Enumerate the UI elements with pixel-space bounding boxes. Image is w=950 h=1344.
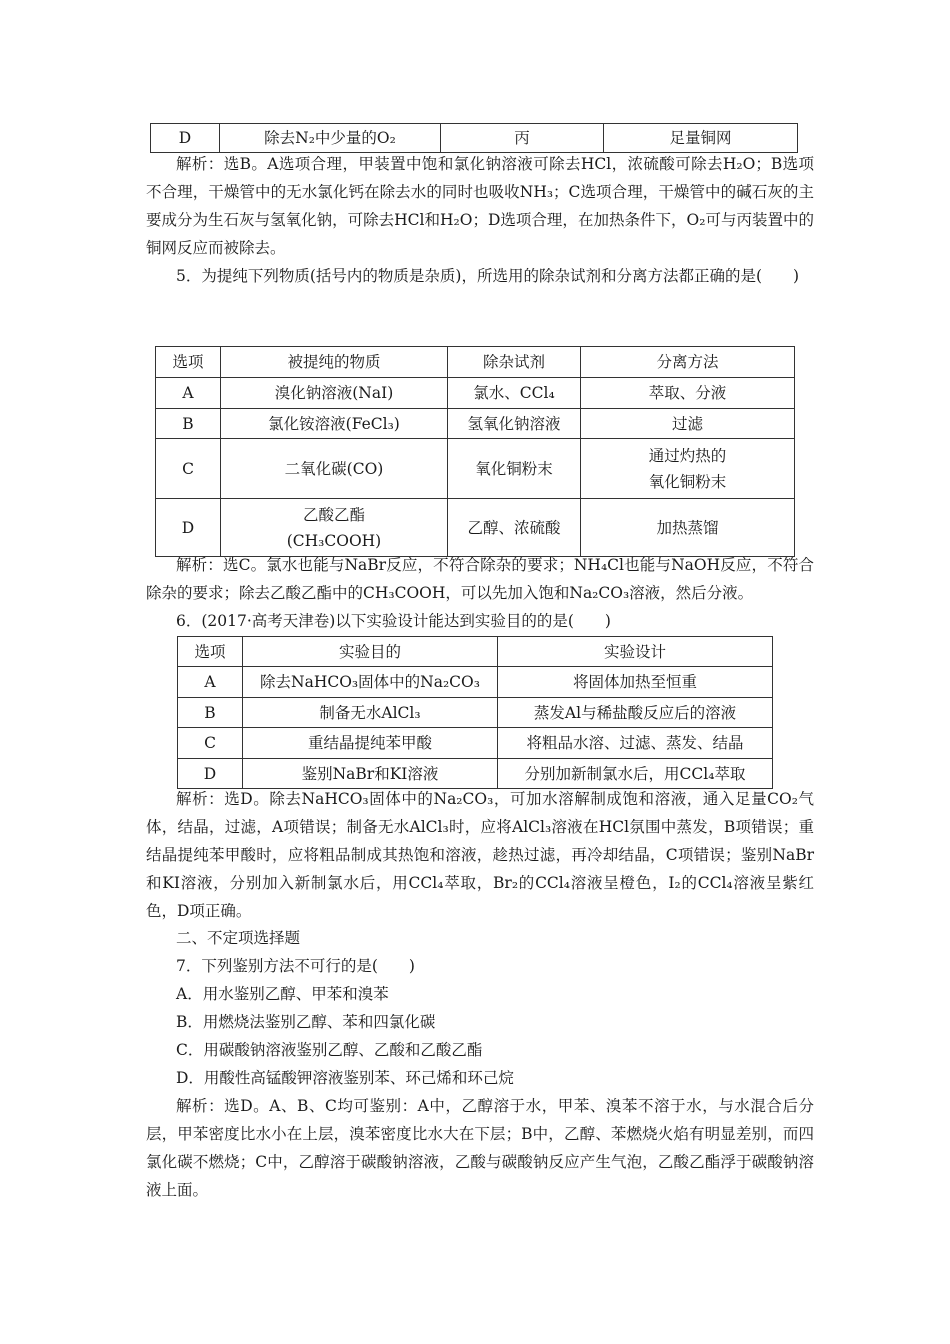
q4-table-row-d — [150, 123, 798, 153]
table-cell: 将固体加热至恒重 — [498, 667, 773, 698]
table-row — [156, 499, 795, 557]
table-cell: D — [178, 759, 243, 789]
table-cell: 丙 — [441, 124, 604, 153]
table-cell: 氯水、CCl₄ — [448, 378, 581, 409]
table-cell: D — [156, 499, 221, 557]
q7-option-c: C．用碳酸钠溶液鉴别乙醇、乙酸和乙酸乙酯 — [176, 1041, 483, 1059]
table-cell: C — [156, 439, 221, 499]
table-cell: 氢氧化钠溶液 — [448, 409, 581, 439]
table-cell: A — [178, 667, 243, 698]
table-cell: 萃取、分液 — [581, 378, 795, 409]
table-cell: 二氧化碳(CO) — [221, 439, 448, 499]
q7-option-d: D．用酸性高锰酸钾溶液鉴别苯、环己烯和环己烷 — [176, 1069, 514, 1087]
table-header: 选项 — [178, 637, 243, 667]
table-cell: B — [178, 698, 243, 728]
q6-stem: 6．(2017·高考天津卷)以下实验设计能达到实验目的的是( ) — [176, 612, 611, 630]
table-row — [156, 378, 795, 409]
table-row — [178, 728, 773, 759]
table-cell: 蒸发Al与稀盐酸反应后的溶液 — [498, 698, 773, 728]
table-cell: 分别加新制氯水后，用CCl₄萃取 — [498, 759, 773, 789]
table-cell: 氯化铵溶液(FeCl₃) — [221, 409, 448, 439]
q4-analysis: 解析：选B。A选项合理，甲装置中饱和氯化钠溶液可除去HCl，浓硫酸可除去H₂O；B选项不合理，干燥管中的无水氯化钙在除去水的同时也吸收NH₃；C选项合理，干燥管中的碱石灰的主要成分为生石灰与氢氧化钠，可除去HCl和H₂O；D选项合理，在加热条件下，O₂可与丙装置中的铜网反应而被除去。 — [146, 155, 814, 257]
table-cell: 除去N₂中少量的O₂ — [220, 124, 441, 153]
q7-option-b: B．用燃烧法鉴别乙醇、苯和四氯化碳 — [176, 1013, 436, 1031]
table-header: 分离方法 — [581, 347, 795, 378]
table-cell: 乙酸乙酯 (CH₃COOH) — [221, 499, 448, 557]
table-row — [156, 439, 795, 499]
table-row — [178, 667, 773, 698]
table-header-row — [156, 347, 795, 378]
table-header: 除杂试剂 — [448, 347, 581, 378]
table-header: 实验设计 — [498, 637, 773, 667]
q7-analysis: 解析：选D。A、B、C均可鉴别：A中，乙醇溶于水，甲苯、溴苯不溶于水，与水混合后分层，甲苯密度比水小在上层，溴苯密度比水大在下层；B中，乙醇、苯燃烧火焰有明显差别，而四氯化碳不燃烧；C中，乙醇溶于碳酸钠溶液，乙酸与碳酸钠反应产生气泡，乙酸乙酯浮于碳酸钠溶液上面。 — [146, 1097, 814, 1199]
table-cell: 氧化铜粉末 — [448, 439, 581, 499]
table-row — [151, 124, 798, 153]
table-cell: 将粗品水溶、过滤、蒸发、结晶 — [498, 728, 773, 759]
table-cell: 加热蒸馏 — [581, 499, 795, 557]
table-cell: D — [151, 124, 220, 153]
table-header: 被提纯的物质 — [221, 347, 448, 378]
table-cell: 过滤 — [581, 409, 795, 439]
q6-analysis: 解析：选D。除去NaHCO₃固体中的Na₂CO₃，可加水溶解制成饱和溶液，通入足量CO₂气体，结晶，过滤，A项错误；制备无水AlCl₃时，应将AlCl₃溶液在HCl氛围中蒸发，B项错误；重结晶提纯苯甲酸时，应将粗品制成其热饱和溶液，趁热过滤，再冷却结晶，C项错误；鉴别NaBr和KI溶液，分别加入新制氯水后，用CCl₄萃取，Br₂的CCl₄溶液呈橙色，I₂的CCl₄溶液呈紫红色，D项正确。 — [146, 790, 814, 920]
table-cell: 乙醇、浓硫酸 — [448, 499, 581, 557]
table-cell: C — [178, 728, 243, 759]
table-cell: 鉴别NaBr和KI溶液 — [243, 759, 498, 789]
q7-option-a: A．用水鉴别乙醇、甲苯和溴苯 — [176, 985, 389, 1003]
table-header: 选项 — [156, 347, 221, 378]
q7-stem: 7．下列鉴别方法不可行的是( ) — [176, 957, 415, 975]
q6-table — [177, 636, 773, 789]
table-header: 实验目的 — [243, 637, 498, 667]
table-header-row — [178, 637, 773, 667]
table-row — [178, 759, 773, 789]
table-cell: 溴化钠溶液(NaI) — [221, 378, 448, 409]
q5-analysis: 解析：选C。氯水也能与NaBr反应，不符合除杂的要求；NH₄Cl也能与NaOH反应，不符合除杂的要求；除去乙酸乙酯中的CH₃COOH，可以先加入饱和Na₂CO₃溶液，然后分液。 — [146, 556, 814, 602]
section-heading: 二、不定项选择题 — [176, 929, 301, 947]
table-cell: A — [156, 378, 221, 409]
table-cell: 重结晶提纯苯甲酸 — [243, 728, 498, 759]
q5-stem: 5．为提纯下列物质(括号内的物质是杂质)，所选用的除杂试剂和分离方法都正确的是( ) — [176, 267, 800, 285]
table-cell: 制备无水AlCl₃ — [243, 698, 498, 728]
table-cell: B — [156, 409, 221, 439]
table-cell: 足量铜网 — [604, 124, 798, 153]
table-row — [156, 409, 795, 439]
table-cell: 通过灼热的 氧化铜粉末 — [581, 439, 795, 499]
table-row — [178, 698, 773, 728]
table-cell: 除去NaHCO₃固体中的Na₂CO₃ — [243, 667, 498, 698]
q5-table — [155, 346, 795, 557]
